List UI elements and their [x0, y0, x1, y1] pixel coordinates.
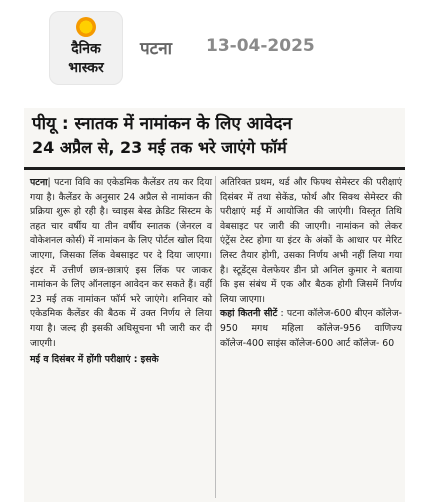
header: [0, 0, 431, 98]
seats-text: : पटना कॉलेज-600 बीएन कॉलेज- 950 मगध महिला कॉलेज-956 वाणिज्य कॉलेज-400 साइंस कॉलेज-600 आर्ट कॉलेज- 60: [220, 308, 402, 349]
exam-subhead: मई व दिसंबर में होंगी परीक्षाएं : इसके: [30, 354, 159, 366]
seats-paragraph: [220, 307, 402, 351]
dainik-bhaskar-logo[interactable]: [49, 11, 123, 85]
article-column-right: [220, 176, 402, 351]
dateline: पटना: [30, 177, 48, 188]
sun-icon: [76, 17, 96, 37]
edition-city: पटना: [140, 39, 173, 59]
headline: [32, 112, 400, 160]
logo-line1: दैनिक: [71, 41, 101, 57]
news-clipping: [24, 108, 405, 502]
headline-line2: 24 अप्रैल से, 23 मई तक भरे जाएंगे फॉर्म: [32, 138, 287, 157]
right-paragraph: अतिरिक्त प्रथम, थर्ड और फिफ्थ सेमेस्टर की परीक्षाएं दिसंबर में तथा सेकेंड, फोर्थ और सिक्थ सेमेस्टर की परीक्षाएं मई में आयोजित की जाएंगी। विस्तृत तिथि वेबसाइट पर जारी की जाएगी। नामांकन को लेकर एंट्रेंस टेस्ट होगा या इंटर के अंकों के आधार पर मेरिट लिस्ट तैयार होगी, उसका निर्णय अभी नहीं लिया गया है। स्टूडेंट्स वेलफेयर डीन प्रो अनिल कुमार ने बताया कि इस संबंध में एक और बैठक होगी जिसमें निर्णय लिया जाएगा।: [220, 177, 402, 305]
headline-line1: पीयू : स्नातक में नामांकन के लिए आवेदन: [32, 114, 292, 134]
seats-keyword: कहां कितनी सीटें: [220, 308, 278, 320]
logo-line2: भास्कर: [68, 60, 104, 76]
left-body-text: | पटना विवि का एकेडमिक कैलेंडर तय कर दिया गया है। कैलेंडर के अनुसार 24 अप्रैल से नामांकन की प्रक्रिया शुरू हो रही है। च्वाइस बेस्ड क्रेडिट सिस्टम के तहत चार वर्षीय या तीन वर्षीय स्नातक (जेनरल व वोकेशनल कोर्स) में नामांकन के लिए पोर्टल खोल दिया जाएगा, जिसका लिंक वेबसाइट पर दे दिया जाएगा। इंटर में उत्तीर्ण छात्र-छात्राएं इस लिंक पर जाकर नामांकन के लिए ऑनलाइन आवेदन कर सकते हैं। वहीं 23 मई तक नामांकन फॉर्म भरे जाएंगे। शनिवार को एकेडमिक कैलेंडर की बैठक में उक्त निर्णय ले लिया गया है। जल्द ही इसकी अधिसूचना भी जारी कर दी जाएगी।: [30, 177, 212, 349]
column-divider: [215, 176, 216, 498]
headline-rule: [24, 167, 405, 170]
left-paragraph: [30, 176, 212, 351]
edition-date: 13-04-2025: [206, 36, 315, 56]
article-column-left: [30, 176, 212, 368]
